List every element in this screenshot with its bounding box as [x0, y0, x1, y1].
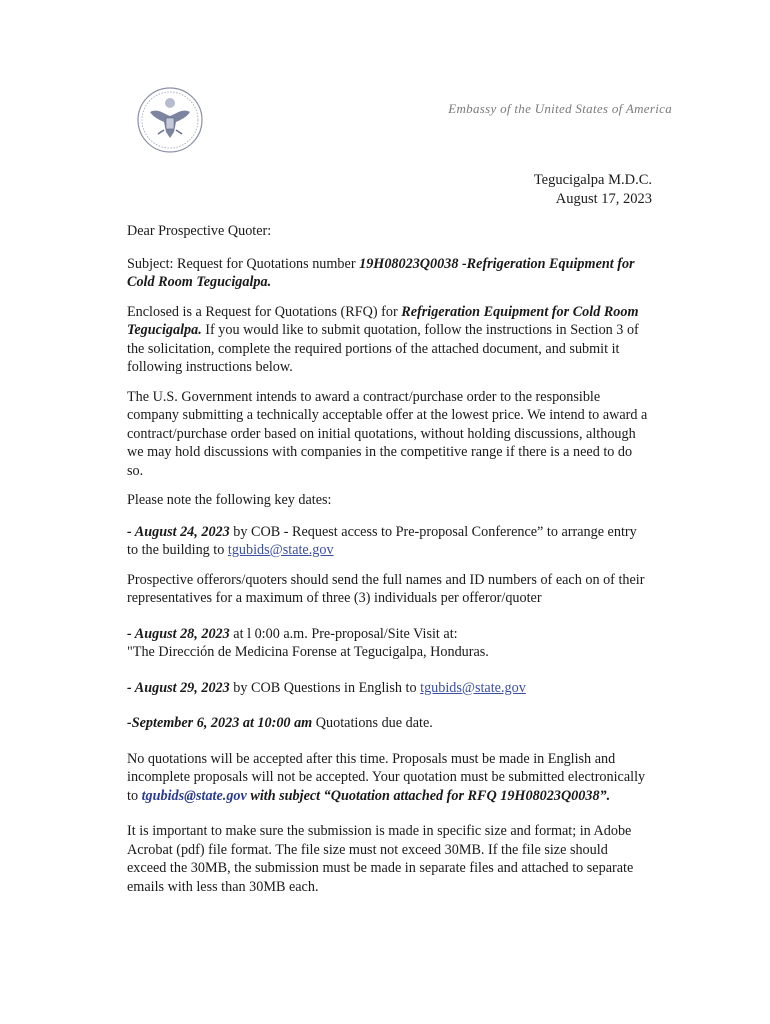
- place: Tegucigalpa M.D.C.: [533, 172, 652, 188]
- embassy-letterhead: Embassy of the United States of America: [448, 101, 672, 116]
- format-paragraph: It is important to make sure the submission is made in specific size and format; in Adobe Acrobat (pdf) file format. The file size must not exceed 30MB. If the file size should exceed the 30MB, the submission must be made in separate files and attached to separate emails with less than 30MB each.: [127, 823, 634, 895]
- great-seal-icon: [136, 86, 204, 154]
- key-date-2: - August 28, 2023 at l 0:00 a.m. Pre-proposal/Site Visit at: "The Dirección de Medicina Forense at Tegucigalpa, Honduras.: [127, 625, 489, 660]
- letter-body: [127, 222, 649, 907]
- intro-title: Refrigeration Equipment for Cold Room Tegucigalpa.: [127, 303, 639, 338]
- email-link[interactable]: tgubids@state.gov: [420, 679, 526, 696]
- salutation: Dear Prospective Quoter:: [127, 223, 272, 239]
- key-dates-intro: Please note the following key dates:: [127, 492, 332, 508]
- submission-email[interactable]: tgubids@state.gov: [141, 787, 247, 804]
- place-date-block: [534, 171, 652, 209]
- subject-title: 19H08023Q0038 -Refrigeration Equipment for Cold Room Tegucigalpa.: [127, 255, 635, 290]
- key-date-4: -September 6, 2023 at 10:00 am Quotations due date.: [127, 715, 433, 731]
- subject-line: Subject: Request for Quotations number 19H08023Q0038 -Refrigeration Equipment for Cold Room Tegucigalpa.: [127, 255, 635, 290]
- letter-date: August 17, 2023: [555, 191, 652, 207]
- offerors-note: Prospective offerors/quoters should send the full names and ID numbers of each on of their representatives for a maximum of three (3) individuals per offeror/quoter: [127, 571, 645, 606]
- intro-paragraph: Enclosed is a Request for Quotations (RFQ) for Refrigeration Equipment for Cold Room Tegucigalpa. If you would like to submit quotation, follow the instructions in Section 3 of the solicitation, complete the required portions of the attached document, and submit it following instructions below.: [127, 303, 639, 375]
- email-link[interactable]: tgubids@state.gov: [227, 542, 334, 558]
- submission-subject: with subject “Quotation attached for RFQ 19H08023Q0038”.: [246, 787, 611, 804]
- submission-paragraph: No quotations will be accepted after this time. Proposals must be made in English and incomplete proposals will not be accepted. Your quotation must be submitted electronically to tgubids@state.gov with subject “Quotation attached for RFQ 19H08023Q0038”.: [127, 750, 646, 804]
- site-visit-location: "The Dirección de Medicina Forense at Tegucigalpa, Honduras.: [127, 644, 489, 660]
- key-date-3: - August 29, 2023 by COB Questions in English to tgubids@state.gov: [127, 679, 526, 696]
- award-paragraph: The U.S. Government intends to award a contract/purchase order to the responsible company submitting a technically acceptable offer at the lowest price. We intend to award a contract/purchase order based on initial quotations, without holding discussions, although we may hold discussions with companies in the competitive range if there is a need to do so.: [127, 388, 648, 479]
- key-date-1: - August 24, 2023 by COB - Request access to Pre-proposal Conference” to arrange entry to the building to tgubids@state.gov: [127, 523, 637, 558]
